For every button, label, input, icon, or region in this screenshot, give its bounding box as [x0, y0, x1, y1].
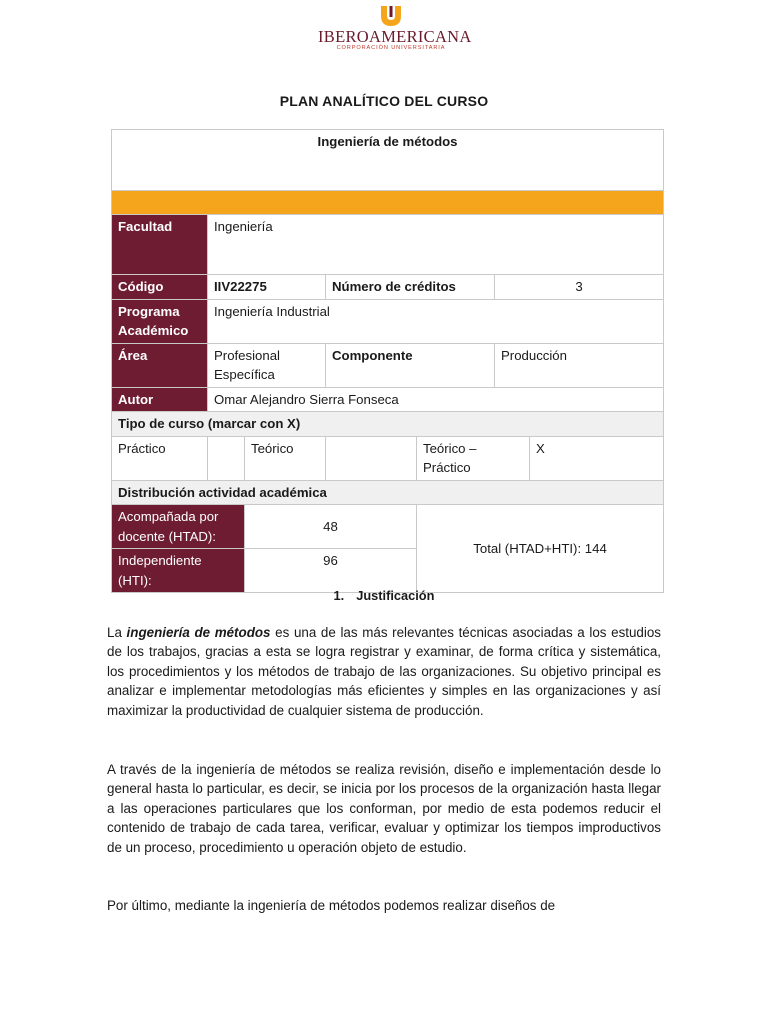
- acompanada-label: Acompañada por docente (HTAD):: [112, 505, 245, 549]
- section-title: Justificación: [356, 588, 435, 603]
- section-heading: [0, 588, 768, 603]
- distribucion-header: Distribución actividad académica: [112, 480, 664, 505]
- facultad-label: Facultad: [112, 215, 208, 275]
- creditos-value: 3: [495, 275, 664, 300]
- independiente-label: Independiente (HTI):: [112, 549, 245, 593]
- tipo-curso-header: Tipo de curso (marcar con X): [112, 412, 664, 437]
- p1-emphasis: ingeniería de métodos: [126, 625, 271, 640]
- autor-label: Autor: [112, 387, 208, 412]
- accent-band: [112, 191, 664, 215]
- acompanada-value: 48: [245, 505, 417, 549]
- autor-value: Omar Alejandro Sierra Fonseca: [208, 387, 664, 412]
- course-name: Ingeniería de métodos: [112, 130, 664, 191]
- practico-label: Práctico: [112, 436, 208, 480]
- independiente-value: 96: [245, 549, 417, 593]
- teorico-practico-label: Teórico – Práctico: [417, 436, 530, 480]
- document-title: PLAN ANALÍTICO DEL CURSO: [279, 93, 489, 109]
- componente-value: Producción: [495, 343, 664, 387]
- programa-value: Ingeniería Industrial: [208, 299, 664, 343]
- teorico-mark: [326, 436, 417, 480]
- logo-brand: IBEROAMERICANA: [318, 27, 472, 46]
- practico-mark: [208, 436, 245, 480]
- programa-label: Programa Académico: [112, 299, 208, 343]
- p1-prefix: La: [107, 625, 127, 640]
- teorico-label: Teórico: [245, 436, 326, 480]
- area-value: Profesional Específica: [208, 343, 326, 387]
- facultad-value: Ingeniería: [208, 215, 664, 275]
- university-logo: [318, 4, 472, 64]
- logo-subtitle: CORPORACIÓN UNIVERSITARIA: [336, 45, 446, 51]
- area-label: Área: [112, 343, 208, 387]
- paragraph-3: Por último, mediante la ingeniería de métodos podemos realizar diseños de: [107, 898, 556, 913]
- p1-rest: es una de las más relevantes técnicas asociadas a los estudios de los trabajos, gracias a esta se logra registrar y examinar, de forma crítica y sistemática, los procedimientos y los métodos de trabajo de las organizaciones. Su objetivo principal es analizar e implementar metodologías más eficientes y simples en las organizaciones y así maximizar la productividad de cualquier sistema de producción.: [107, 625, 662, 718]
- total-horas: Total (HTAD+HTI): 144: [417, 505, 664, 593]
- paragraph-2: A través de la ingeniería de métodos se realiza revisión, diseño e implementación desde lo general hasta lo particular, es decir, se inicia por los procesos de la organización hasta llegar a las operaciones particulares que los conforman, por medio de esta podemos reducir el contenido de trabajo de cada tarea, verificar, evaluar y optimizar los tiempos improductivos de un proceso, procedimiento u operación objeto de estudio.: [107, 762, 661, 855]
- teorico-practico-mark: X: [530, 436, 664, 480]
- logo-emblem-icon: [378, 4, 404, 28]
- componente-label: Componente: [326, 343, 495, 387]
- codigo-value: IIV22275: [208, 275, 326, 300]
- creditos-label: Número de créditos: [326, 275, 495, 300]
- course-plan-table: [111, 129, 664, 593]
- codigo-label: Código: [112, 275, 208, 300]
- paragraph-1: [107, 623, 661, 720]
- section-number: 1.: [333, 588, 345, 603]
